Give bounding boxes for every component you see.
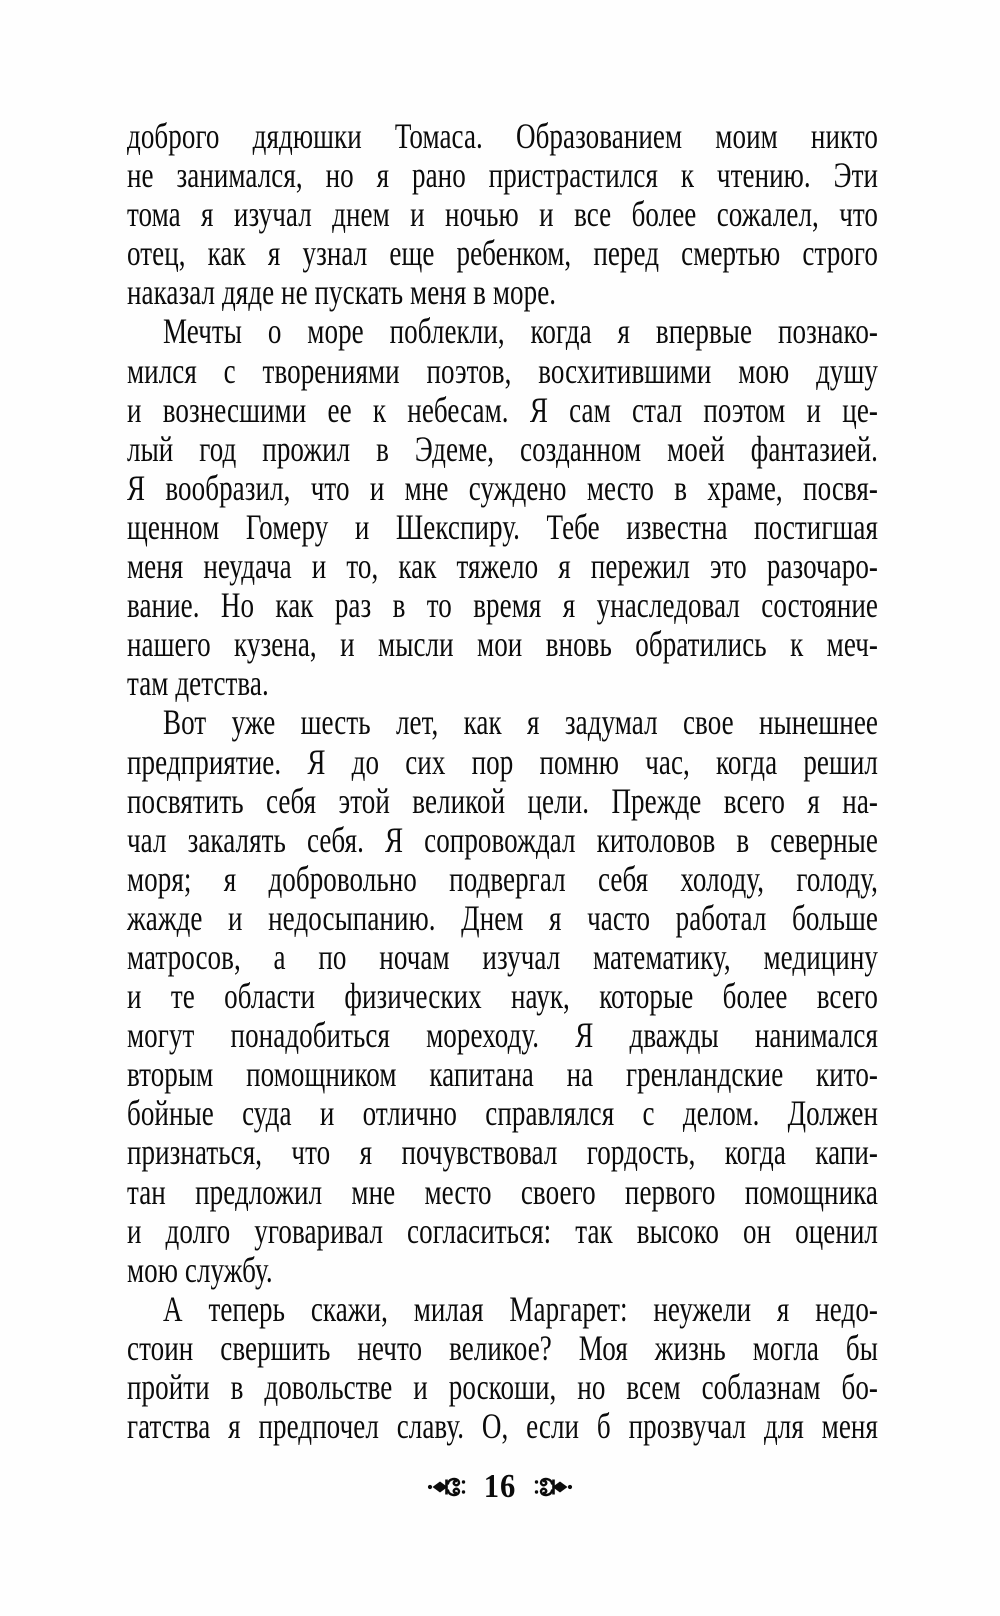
text-line: Вот уже шесть лет, как я задумал свое нынешнее <box>163 702 879 743</box>
text-line: доброго дядюшки Томаса. Образованием моим никто <box>127 116 878 156</box>
text-line: и долго уговаривал согласиться: так высоко он оценил <box>127 1210 878 1251</box>
text-line: бойные суда и отлично справлялся с делом. Должен <box>127 1093 878 1134</box>
text-line: пройти в довольстве и роскоши, но всем соблазнам бо- <box>127 1367 878 1407</box>
text-line: стоин свершить нечто великое? Моя жизнь могла бы <box>127 1327 878 1368</box>
text-line: признаться, что я почувствовал гордость, когда капи- <box>127 1132 878 1173</box>
text-line: гатства я предпочел славу. О, если б прозвучал для меня <box>127 1406 878 1447</box>
text-line: наказал дяде не пускать меня в море. <box>127 272 557 313</box>
text-line: меня неудача и то, как тяжело я пережил это разочаро- <box>127 546 878 587</box>
text-line: вание. Но как раз в то время я унаследовал состояние <box>127 585 878 626</box>
text-line: мился с творениями поэтов, восхитившими мою душу <box>127 350 878 391</box>
text-line: посвятить себя этой великой цели. Прежде всего я на- <box>127 780 878 821</box>
text-line: и те области физических наук, которые более всего <box>127 976 878 1017</box>
text-block <box>127 117 878 1446</box>
text-line: жажде и недосыпанию. Днем я часто работал больше <box>127 897 878 938</box>
text-line: отец, как я узнал еще ребенком, перед смертью строго <box>127 233 878 274</box>
text-line: лый год прожил в Эдеме, созданном моей фантазией. <box>127 428 878 469</box>
text-line: Я вообразил, что и мне суждено место в храме, посвя- <box>127 467 878 508</box>
text-line: вторым помощником капитана на гренландские кито- <box>127 1054 878 1095</box>
text-line: мою службу. <box>127 1249 273 1290</box>
text-line: тома я изучал днем и ночью и все более сожалел, что <box>127 194 878 235</box>
text-line: там детства. <box>127 663 269 704</box>
fleuron-left-icon <box>427 1474 467 1500</box>
text-line: и вознесшими ее к небесам. Я сам стал поэтом и це- <box>127 389 878 430</box>
fleuron-right-icon <box>533 1474 573 1500</box>
text-line: чал закалять себя. Я сопровождал китоловов в северные <box>127 819 878 860</box>
text-line: А теперь скажи, милая Маргарет: неужели я недо- <box>163 1288 879 1329</box>
text-line: нашего кузена, и мысли мои вновь обратились к меч- <box>127 624 878 665</box>
text-line: могут понадобиться мореходу. Я дважды нанимался <box>127 1015 878 1056</box>
text-line: тан предложил мне место своего первого помощника <box>127 1171 878 1212</box>
text-line: не занимался, но я рано пристрастился к чтению. Эти <box>127 155 878 196</box>
text-line: предприятие. Я до сих пор помню час, когда решил <box>127 741 878 782</box>
page-footer <box>0 1470 1000 1504</box>
text-line: щенном Гомеру и Шекспиру. Тебе известна постигшая <box>127 506 878 547</box>
text-line: Мечты о море поблекли, когда я впервые познако- <box>163 311 879 352</box>
text-line: матросов, а по ночам изучал математику, медицину <box>127 936 878 977</box>
text-line: моря; я добровольно подвергал себя холоду, голоду, <box>127 858 878 899</box>
page-number: 16 <box>483 1468 517 1505</box>
